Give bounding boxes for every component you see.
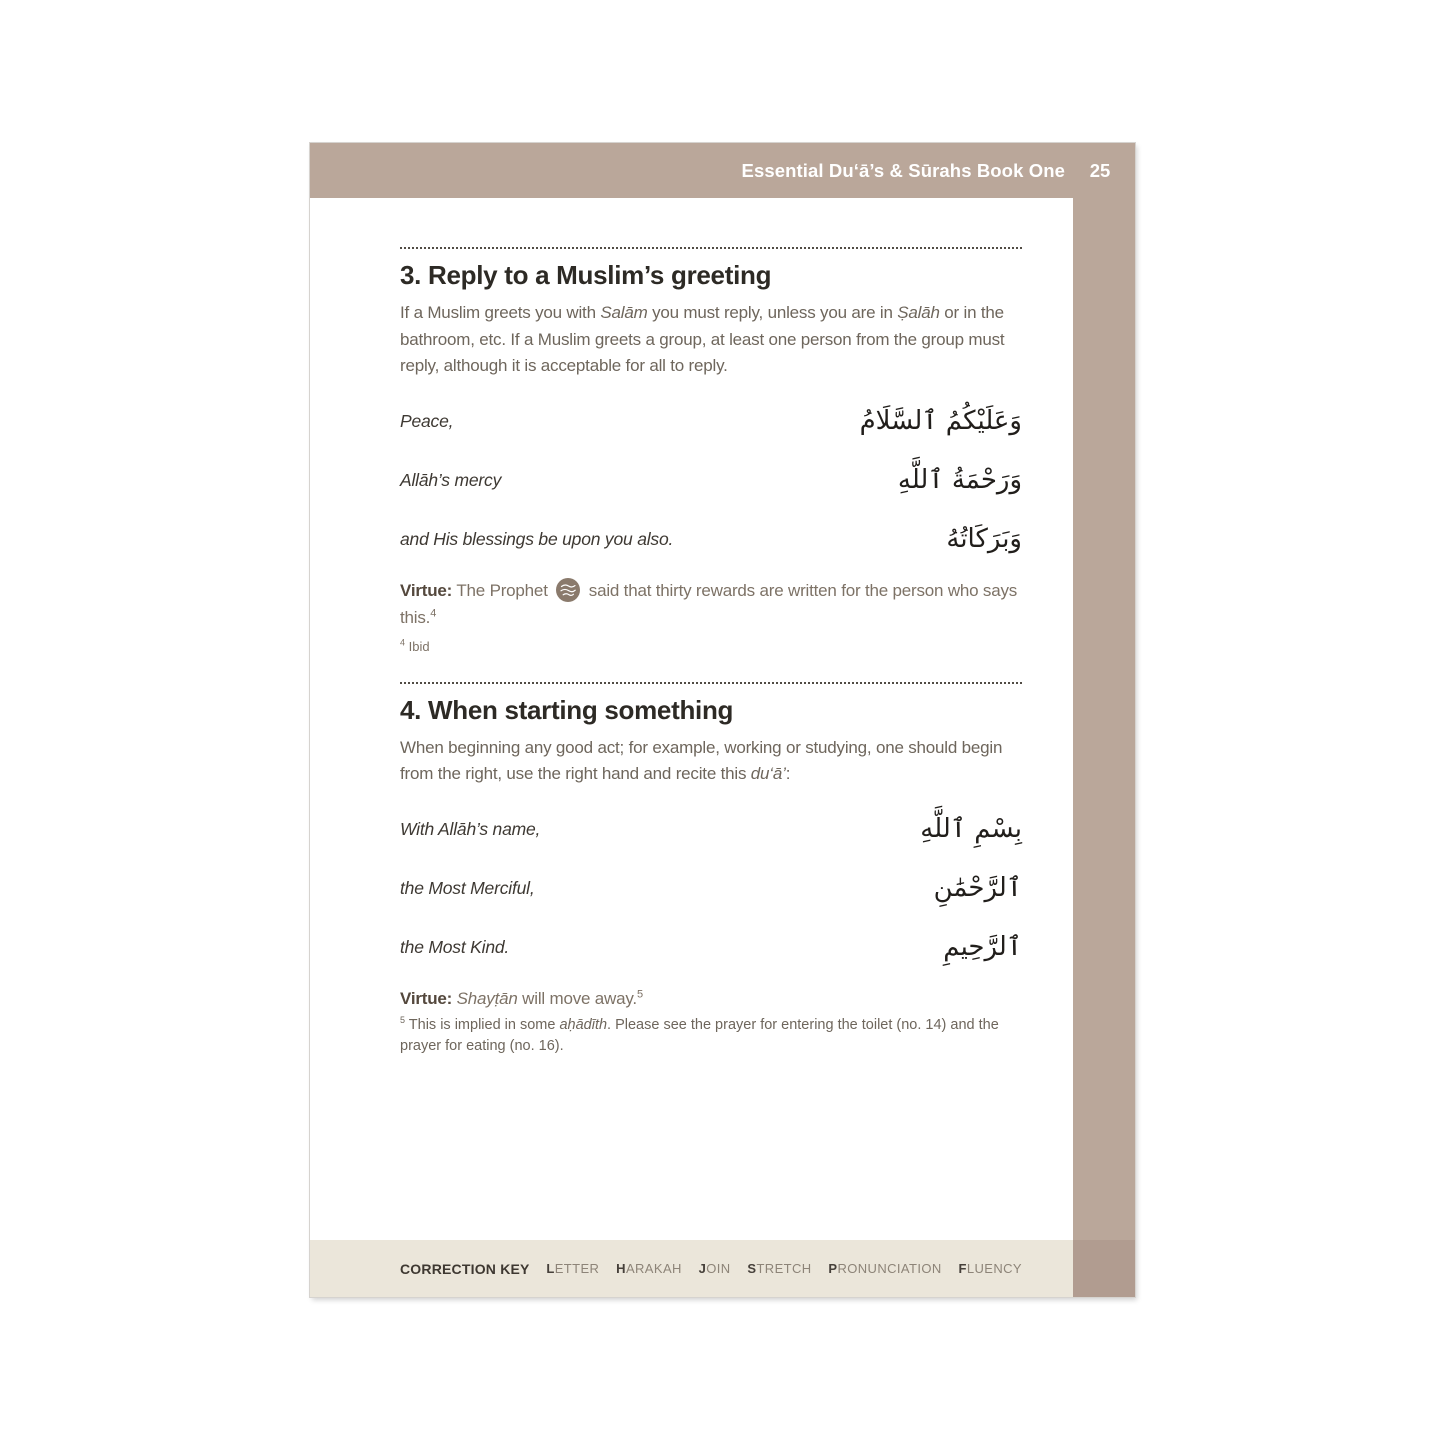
section-4-virtue [400, 985, 1022, 1012]
dua-row [400, 392, 1022, 451]
dua-row [400, 800, 1022, 859]
dua-translation: the Most Merciful, [400, 877, 535, 898]
section-3-intro [400, 300, 1022, 380]
section-3-virtue [400, 577, 1022, 631]
virtue-text: said that thirty rewards are written for the person who says this. [400, 580, 1018, 627]
key-rest: TRETCH [756, 1261, 812, 1276]
book-title: Essential Du‘ā’s & Sūrahs Book One [741, 159, 1065, 181]
correction-key-bar [310, 1240, 1073, 1297]
intro-italic-term: Salām [600, 303, 648, 322]
footnote-marker: 5 [636, 987, 643, 1000]
footnote-marker: 4 [430, 606, 437, 619]
intro-italic-term: Ṣalāh [897, 303, 940, 322]
intro-italic-term: du‘ā’ [750, 764, 786, 783]
footnote-4 [400, 638, 1022, 656]
virtue-label: Virtue: [400, 988, 453, 1008]
dua-arabic: وَبَرَكَاتُهُ [946, 524, 1022, 554]
key-initial: H [616, 1261, 626, 1276]
virtue-text: will move away. [517, 988, 637, 1008]
footnote-text: . Please see the prayer for entering the toilet (no. 14) and the prayer for eating (no. 16). [400, 1016, 999, 1054]
dua-arabic: ٱلرَّحْمَٰنِ [933, 873, 1022, 903]
dua-translation: and His blessings be upon you also. [400, 528, 674, 549]
correction-key-item-join [699, 1261, 731, 1276]
dua-arabic: وَعَلَيْكُمُ ٱلسَّلَامُ [859, 406, 1022, 436]
footnote-text: Ibid [405, 638, 430, 654]
correction-key-row [400, 1261, 1022, 1277]
footnote-marker: 4 [400, 637, 406, 648]
key-rest: ETTER [554, 1261, 600, 1276]
virtue-label: Virtue: [400, 580, 453, 600]
dua-arabic: ٱلرَّحِيمِ [943, 932, 1022, 962]
key-rest: LUENCY [966, 1261, 1022, 1276]
section-4-dua-list [400, 800, 1022, 977]
section-4-intro [400, 735, 1022, 788]
footnote-marker: 5 [400, 1014, 406, 1025]
correction-key-item-fluency [958, 1261, 1021, 1276]
section-4-heading: 4. When starting something [400, 694, 734, 725]
dua-translation: Allāh’s mercy [400, 469, 502, 490]
key-initial: F [958, 1261, 967, 1276]
key-rest: OIN [706, 1261, 731, 1276]
key-rest: RONUNCIATION [837, 1261, 942, 1276]
page-content [310, 247, 1073, 1057]
dua-translation: With Allāh’s name, [400, 818, 541, 839]
virtue-text: The Prophet [452, 580, 553, 600]
footnote-italic-term: aḥādīth [559, 1016, 608, 1033]
dua-translation: Peace, [400, 410, 454, 431]
correction-key-item-stretch [747, 1261, 811, 1276]
salawat-icon [555, 577, 581, 603]
correction-key-item-pronunciation [828, 1261, 941, 1276]
book-page [310, 143, 1135, 1297]
side-margin-strip [1073, 198, 1135, 1297]
key-initial: J [698, 1261, 707, 1276]
correction-key-item-harakah [616, 1261, 682, 1276]
section-3-dua-list [400, 392, 1022, 569]
dotted-divider [400, 247, 1022, 249]
dua-row [400, 451, 1022, 510]
intro-text: When beginning any good act; for example, working or studying, one should begin from the right, use the right hand and recite this [400, 737, 1003, 783]
dua-row [400, 859, 1022, 918]
intro-text: or in the bathroom, etc. If a Muslim greets a group, at least one person from the group must reply, although it is acceptable for all to reply. [400, 303, 1005, 375]
key-initial: P [828, 1261, 838, 1276]
dua-row [400, 510, 1022, 569]
dua-arabic: وَرَحْمَةُ ٱللَّهِ [897, 465, 1022, 495]
footnote-5 [400, 1015, 1022, 1057]
header-bar [310, 143, 1135, 198]
intro-text: you must reply, unless you are in [647, 303, 898, 322]
side-margin-strip-footer [1073, 1240, 1135, 1297]
dua-translation: the Most Kind. [400, 936, 510, 957]
dua-row [400, 918, 1022, 977]
section-3-heading: 3. Reply to a Muslim’s greeting [400, 260, 772, 290]
footnote-text: This is implied in some [405, 1016, 560, 1033]
key-initial: S [747, 1261, 757, 1276]
key-rest: ARAKAH [625, 1261, 682, 1276]
dotted-divider [400, 682, 1022, 684]
intro-text: If a Muslim greets you with [400, 303, 601, 322]
correction-key-label: CORRECTION KEY [400, 1260, 530, 1277]
dua-arabic: بِسْمِ ٱللَّهِ [920, 814, 1022, 844]
key-initial: L [546, 1261, 555, 1276]
page-number: 25 [1089, 159, 1111, 181]
virtue-italic-term: Shayṭān [452, 988, 518, 1008]
intro-text: : [785, 764, 791, 783]
correction-key-item-letter [546, 1261, 599, 1276]
